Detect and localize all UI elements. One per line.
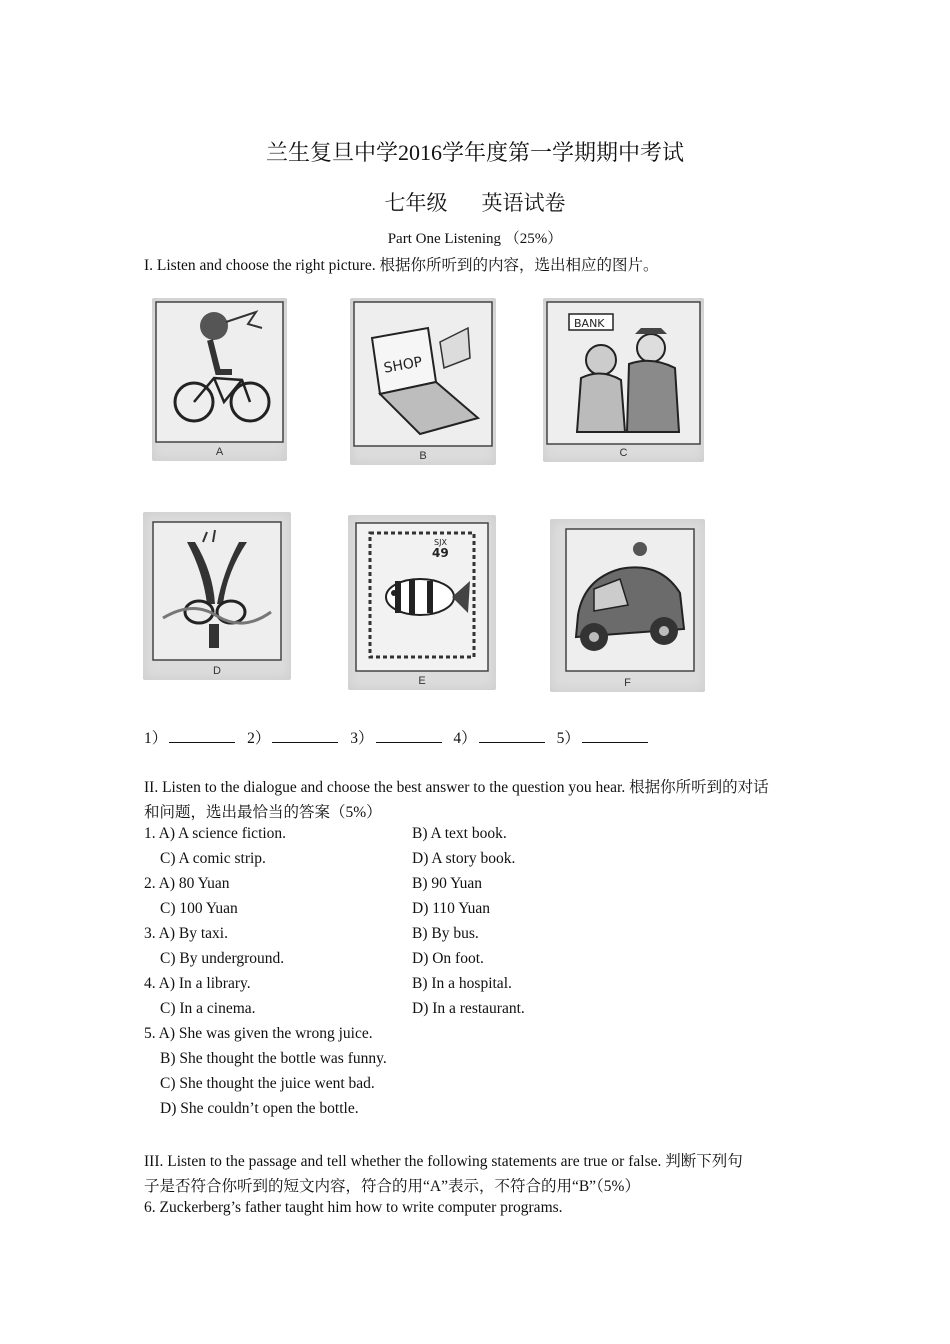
picture-label: C <box>619 447 628 459</box>
picture-label: E <box>418 675 426 687</box>
section1-instruction: I. Listen and choose the right picture. 根据你所听到的内容，选出相应的图片。 <box>144 257 659 274</box>
picture-a <box>152 298 287 461</box>
q2-option-d: D) 110 Yuan <box>412 900 491 917</box>
picture-d <box>143 512 291 680</box>
section2-instruction-line1: II. Listen to the dialogue and choose the best answer to the question you hear. 根据你所听到的对话 <box>144 779 769 796</box>
shop-laptop-icon <box>350 298 496 465</box>
q2-option-c: C) 100 Yuan <box>160 900 238 917</box>
svg-text:SJX: SJX <box>434 538 447 547</box>
picture-label: A <box>215 446 224 458</box>
q3-option-d: D) On foot. <box>412 950 484 967</box>
q5-option-b: B) She thought the bottle was funny. <box>160 1050 387 1067</box>
picture-b <box>350 298 496 465</box>
q4-option-a: 4. A) In a library. <box>144 975 251 992</box>
picture-e <box>348 515 496 690</box>
answer-blank[interactable] <box>376 730 442 743</box>
scissors-ribbon-icon <box>143 512 291 680</box>
q6-statement: 6. Zuckerberg’s father taught him how to write computer programs. <box>144 1199 563 1216</box>
fish-stamp-icon <box>348 515 496 690</box>
section3-instruction-line2: 子是否符合你听到的短文内容，符合的用“A”表示，不符合的用“B”（5%） <box>144 1178 640 1195</box>
answer-number: 5） <box>556 730 580 747</box>
answer-blank[interactable] <box>582 730 648 743</box>
answer-number: 1） <box>144 730 168 747</box>
picture-label: D <box>213 665 221 677</box>
svg-text:49: 49 <box>432 546 449 560</box>
part-heading: Part One Listening （25%） <box>387 231 563 247</box>
q2-option-b: B) 90 Yuan <box>412 875 483 892</box>
answer-number: 4） <box>453 730 477 747</box>
answer-blank[interactable] <box>479 730 545 743</box>
q4-option-d: D) In a restaurant. <box>412 1000 525 1017</box>
svg-text:BANK: BANK <box>574 317 605 330</box>
bank-police-robber-icon <box>543 298 704 462</box>
q5-option-c: C) She thought the juice went bad. <box>160 1075 375 1092</box>
q3-option-c: C) By underground. <box>160 950 285 967</box>
grade-label: 七年级 <box>384 191 448 215</box>
exam-title: 兰生复旦中学2016学年度第一学期期中考试 <box>265 140 684 165</box>
q1-option-b: B) A text book. <box>412 825 507 842</box>
picture-c <box>543 298 704 462</box>
section3-instruction-line1: III. Listen to the passage and tell whether the following statements are true or false. 判断下列句 <box>144 1153 743 1170</box>
exam-subtitle <box>0 187 950 217</box>
q4-option-b: B) In a hospital. <box>412 975 512 992</box>
q2-option-a: 2. A) 80 Yuan <box>144 875 230 892</box>
q4-option-c: C) In a cinema. <box>160 1000 256 1017</box>
answer-blank[interactable] <box>272 730 338 743</box>
q5-option-a: 5. A) She was given the wrong juice. <box>144 1025 373 1042</box>
old-car-icon <box>550 519 705 692</box>
subject-label: 英语试卷 <box>481 191 566 215</box>
q3-option-a: 3. A) By taxi. <box>144 925 228 942</box>
svg-text:SHOP: SHOP <box>382 354 424 377</box>
section1-answer-blanks <box>144 726 656 748</box>
q1-option-c: C) A comic strip. <box>160 850 266 867</box>
q1-option-d: D) A story book. <box>412 850 516 867</box>
answer-number: 3） <box>350 730 374 747</box>
picture-f <box>550 519 705 692</box>
answer-number: 2） <box>247 730 271 747</box>
q5-option-d: D) She couldn’t open the bottle. <box>160 1100 359 1117</box>
picture-label: F <box>624 677 631 689</box>
q1-option-a: 1. A) A science fiction. <box>144 825 287 842</box>
answer-blank[interactable] <box>169 730 235 743</box>
q3-option-b: B) By bus. <box>412 925 479 942</box>
section2-instruction-line2: 和问题，选出最恰当的答案（5%） <box>144 804 382 821</box>
girl-riding-bicycle-icon <box>152 298 287 461</box>
picture-label: B <box>419 450 427 462</box>
